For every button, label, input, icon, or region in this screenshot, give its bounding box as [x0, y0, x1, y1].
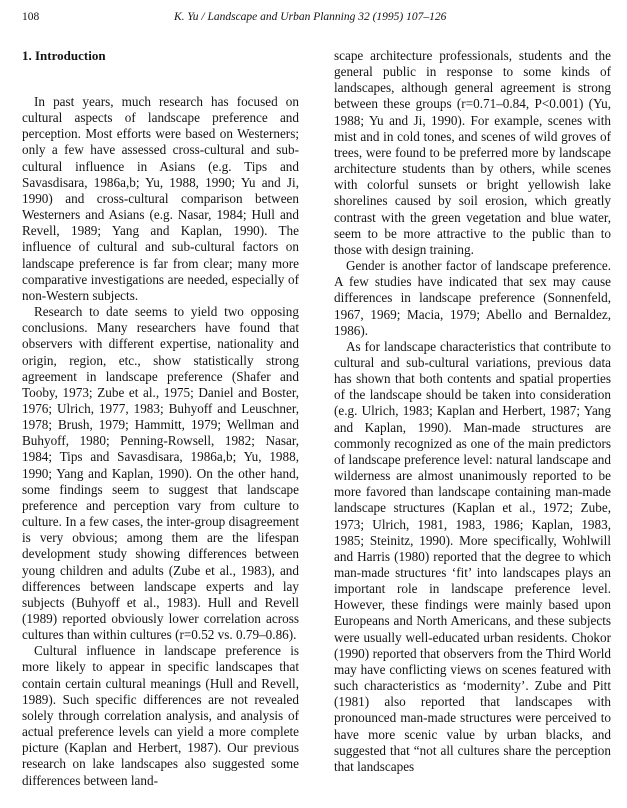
heading-spacer [22, 64, 299, 94]
left-column [22, 48, 299, 789]
section-heading: 1. Introduction [22, 48, 106, 63]
paragraph: scape architecture professionals, students and the general public in response to some kinds of landscapes, although general agreement is strong between these groups (r=0.71–0.84, P<0.001) (Yu, 1988; Yu and Ji, 1990). For example, scenes with mist and in cold tones, and scenes of wild groves of trees, were found to be preferred more by landscape architecture students than by others, while scenes with colorful sunsets or bright yellowish lake shorelines caused by soil erosion, which greatly contrast with the green vegetation and blue water, seem to be more attractive to the public than to those with design training. [334, 48, 611, 257]
paragraph: As for landscape characteristics that contribute to cultural and sub-cultural variations, previous data has shown that both contents and spatial properties of the landscape should be taken into consideration (e.g. Ulrich, 1983; Kaplan and Herbert, 1987; Yang and Kaplan, 1990). Man-made structures are commonly recognized as one of the main predictors of landscape preference level: natural landscape and wilderness are almost unanimously reported to be more favored than landscape containing man-made landscape structures (Kaplan et al., 1972; Zube, 1973; Ulrich, 1981, 1983, 1986; Kaplan, 1983, 1985; Steinitz, 1990). More specifically, Wohlwill and Harris (1980) reported that the degree to which man-made structures ‘fit’ into landscapes plays an important role in landscape preference level. However, these findings were mainly based upon Europeans and North Americans, and these subjects were usually well-educated urban residents. Chokor (1990) reported that observers from the Third World may have conflicting views on scenes featured with such characteristics as ‘modernity’. Zube and Pitt (1981) also reported that landscapes with pronounced man-made structures were perceived to have more scenic value by urban blacks, and suggested that “not all cultures share the perception that landscapes [334, 338, 611, 774]
running-head: K. Yu / Landscape and Urban Planning 32 (1995) 107–126 [174, 11, 447, 23]
page-number: 108 [22, 11, 40, 23]
paragraph: Gender is another factor of landscape preference. A few studies have indicated that sex may cause differences in landscape preference (Sonnenfeld, 1967, 1969; Macia, 1979; Abello and Bernaldez, 1986). [334, 258, 611, 338]
paragraph: In past years, much research has focused on cultural aspects of landscape preference and perception. Most efforts were based on Westerners; only a few have assessed cross-cultural and sub-cultural influence in Asians (e.g. Tips and Savasdisara, 1986a,b; Yu, 1988, 1990; Yu and Ji, 1990) and cross-cultural comparison between Westerners and Asians (e.g. Nasar, 1984; Hull and Revell, 1989; Yang and Kaplan, 1990). The influence of cultural and sub-cultural factors on landscape preference is far from clear; many more comparative investigations are needed, especially of non-Western subjects. [22, 94, 299, 303]
right-column [334, 48, 611, 775]
page-header [22, 11, 612, 27]
paragraph: Research to date seems to yield two opposing conclusions. Many researchers have found that observers with different expertise, nationality and origin, region, etc., show statistically strong agreement in landscape preference (Shafer and Tooby, 1973; Zube et al., 1975; Daniel and Boster, 1976; Ulrich, 1977, 1983; Buhyoff and Leuschner, 1978; Brush, 1979; Hammitt, 1979; Wellman and Buhyoff, 1980; Penning-Rowsell, 1982; Nasar, 1984; Tips and Savasdisara, 1986a,b; Yu, 1988, 1990; Yang and Kaplan, 1990). On the other hand, some findings seem to suggest that landscape preference and perception vary from culture to culture. In a few cases, the inter-group disagreement is very obvious; among them are the lifespan development study showing differences between young children and adults (Zube et al., 1983), and differences between landscape experts and lay subjects (Buhyoff et al., 1983). Hull and Revell (1989) reported obviously lower correlation across cultures than within cultures (r=0.52 vs. 0.79–0.86). [22, 304, 299, 643]
paragraph: Cultural influence in landscape preference is more likely to appear in specific landscapes that contain certain cultural meanings (Hull and Revell, 1989). Such specific differences are not revealed solely through correlation analysis, and analysis of actual preference levels can yield a more complete picture (Kaplan and Herbert, 1987). Our previous research on lake landscapes also suggested some differences between land- [22, 643, 299, 788]
